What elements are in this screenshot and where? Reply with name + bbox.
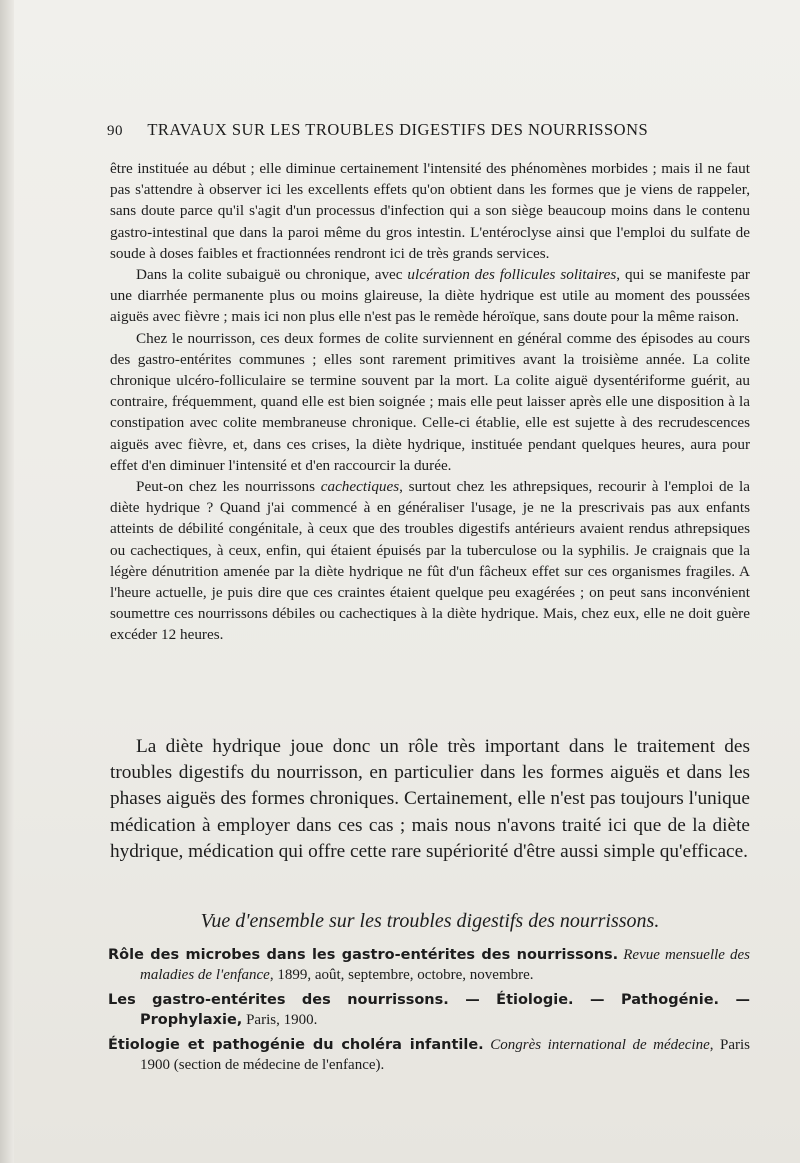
bib-journal: Revue mensuelle des maladies de l'enfance <box>140 947 750 983</box>
body-text <box>110 158 750 646</box>
paragraph-4-text-a: Peut-on chez les nourrissons <box>136 478 321 496</box>
paragraph-4-text-b: , surtout chez les athrepsiques, recourir à l'emploi de la diète hydrique ? Quand j'ai commencé à en généraliser l'usage, je ne la prescrivais pas aux enfants atteints de débilité congénitale, à ceux que des troubles digestifs antérieurs avaient rendus athrepsiques ou cachectiques, à ceux, enfin, qui étaient épuisés par la tuberculose ou la syphilis. Je craignais que la légère dénutrition amenée par la diète hydrique ne fût d'un fâcheux effet sur ces organismes fragiles. A l'heure actuelle, je puis dire que ces craintes étaient quelque peu exagérées ; on peut sans inconvénient soumettre ces nourrissons débiles ou cachectiques à la diète hydrique. Mais, chez eux, elle ne doit guère excéder 12 heures. <box>110 478 751 644</box>
conclusion-paragraph: La diète hydrique joue donc un rôle très important dans le traitement des troubles digestifs du nourrisson, en particulier dans les formes aiguës et dans les phases aiguës des formes chroniques. Certainement, elle n'est pas toujours l'unique médication à employer dans ces cas ; mais nous n'avons traité ici que de la diète hydrique, médication qui offre cette rare supériorité d'être aussi simple qu'efficace. <box>110 736 750 862</box>
bib-details: , 1899, août, septembre, octobre, novembre. <box>269 967 534 983</box>
running-title: TRAVAUX SUR LES TROUBLES DIGESTIFS DES NOURRISSONS <box>147 120 649 139</box>
bibliography-entry <box>108 945 750 985</box>
paragraph-2 <box>110 264 750 328</box>
page-number: 90 <box>107 123 123 139</box>
paragraph-2-emphasis: ulcération des follicules solitaires <box>407 266 617 284</box>
bib-title: Rôle des microbes dans les gastro-entérites des nourrissons. <box>108 947 619 963</box>
paragraph-2-text-b: , qui se manifeste par une diarrhée permanente plus ou moins glaireuse, la diète hydrique est utile au moment des poussées aiguës avec fièvre ; mais ici non plus elle n'est pas le remède héroïque, sans doute pour la même raison. <box>110 266 750 326</box>
paragraph-2-text-a: Dans la colite subaiguë ou chronique, avec <box>136 266 408 284</box>
paragraph-3: Chez le nourrisson, ces deux formes de colite surviennent en général comme des épisodes au cours des gastro-entérites communes ; elles sont rarement primitives avant la troisième année. La colite chronique ulcéro-folliculaire se termine souvent par la mort. La colite aiguë dysentériforme guérit, au contraire, fréquemment, quand elle est bien soignée ; mais elle peut laisser après elle une disposition à la constipation avec colite membraneuse chronique. Celle-ci établie, elle est sujette à des recrudescences aiguës avec fièvre, et, dans ces crises, la diète hydrique, instituée pendant quelques heures, aura pour effet d'en diminuer l'intensité et d'en raccourcir la durée. <box>110 329 750 474</box>
paragraph-4 <box>110 476 750 646</box>
page-gutter-shadow <box>0 0 14 1163</box>
section-heading: Vue d'ensemble sur les troubles digestifs des nourrissons. <box>200 910 660 932</box>
running-header <box>107 120 717 140</box>
paragraph-1: être instituée au début ; elle diminue certainement l'intensité des phénomènes morbides ; mais il ne faut pas s'attendre à observer ici les excellents effets qu'on obtient dans les formes que je viens de rappeler, sans doute parce qu'il s'agit d'un processus d'infection qui a son siège beaucoup moins dans le contenu gastro-intestinal que dans la paroi même du gros intestin. L'entéroclyse ainsi que l'emploi du sulfate de soude à doses faibles et fractionnées rendront ici de très grands services. <box>110 160 750 262</box>
bib-journal: Congrès international de médecine <box>490 1037 710 1053</box>
bibliography-list <box>108 945 750 1080</box>
bibliography-entry <box>108 1035 750 1075</box>
bib-title: Étiologie et pathogénie du choléra infantile. <box>108 1037 484 1053</box>
bib-details: , Paris 1900 (section de médecine de l'enfance). <box>140 1037 751 1073</box>
bib-details: Paris, 1900. <box>242 1012 318 1028</box>
bib-title: Les gastro-entérites des nourrissons. — Étiologie. — Pathogénie. — Prophylaxie, <box>108 992 750 1028</box>
bibliography-entry <box>108 990 750 1030</box>
paragraph-4-emphasis: cachectiques <box>320 478 400 496</box>
